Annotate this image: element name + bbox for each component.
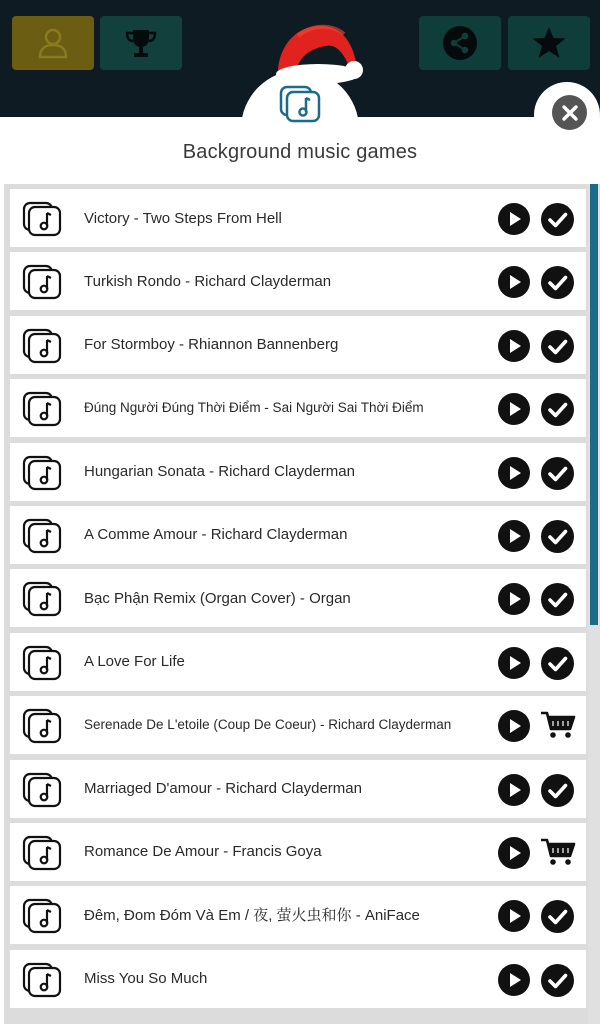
play-icon[interactable] [498, 520, 530, 552]
play-icon[interactable] [498, 457, 530, 489]
music-file-icon [22, 708, 62, 744]
music-file-icon [22, 898, 62, 934]
track-row[interactable] [10, 950, 586, 1008]
check-icon[interactable] [541, 266, 574, 299]
track-row[interactable] [10, 696, 586, 754]
play-icon[interactable] [498, 964, 530, 996]
favorite-button[interactable] [508, 16, 590, 70]
track-row[interactable] [10, 823, 586, 881]
check-icon[interactable] [541, 393, 574, 426]
music-file-icon [22, 328, 62, 364]
scrollbar-thumb[interactable] [590, 184, 598, 625]
track-row[interactable] [10, 886, 586, 944]
track-row[interactable] [10, 443, 586, 501]
music-file-icon [22, 645, 62, 681]
check-icon[interactable] [541, 330, 574, 363]
check-icon[interactable] [541, 583, 574, 616]
track-row[interactable] [10, 569, 586, 627]
track-title: Romance De Amour - Francis Goya [84, 843, 322, 861]
check-icon[interactable] [541, 774, 574, 807]
share-button[interactable] [419, 16, 501, 70]
track-title: Đúng Người Đúng Thời Điểm - Sai Người Sai Thời Điểm [84, 400, 424, 416]
cart-icon[interactable] [540, 710, 576, 740]
play-icon[interactable] [498, 583, 530, 615]
play-icon[interactable] [498, 203, 530, 235]
track-title: Miss You So Much [84, 970, 208, 988]
play-icon[interactable] [498, 710, 530, 742]
music-file-icon [22, 962, 62, 998]
check-icon[interactable] [541, 457, 574, 490]
track-list-items [10, 189, 586, 1013]
track-title: A Love For Life [84, 653, 185, 671]
star-icon [531, 26, 567, 60]
check-icon[interactable] [541, 647, 574, 680]
music-file-icon [22, 835, 62, 871]
track-row[interactable] [10, 379, 586, 437]
music-file-icon [22, 264, 62, 300]
play-icon[interactable] [498, 330, 530, 362]
play-icon[interactable] [498, 774, 530, 806]
track-title: Bạc Phận Remix (Organ Cover) - Organ [84, 589, 351, 607]
track-title: Đêm, Đom Đóm Và Em / 夜, 萤火虫和你 - AniFace [84, 906, 420, 924]
track-title: Hungarian Sonata - Richard Clayderman [84, 463, 355, 481]
music-file-icon [22, 455, 62, 491]
music-file-icon [22, 391, 62, 427]
share-icon [442, 25, 478, 61]
trophy-icon [124, 27, 158, 59]
check-icon[interactable] [541, 520, 574, 553]
leaderboard-button[interactable] [100, 16, 182, 70]
play-icon[interactable] [498, 837, 530, 869]
profile-button[interactable] [12, 16, 94, 70]
user-icon [36, 26, 70, 60]
music-file-icon [22, 201, 62, 237]
cart-icon[interactable] [540, 837, 576, 867]
close-button[interactable] [552, 95, 587, 130]
track-row[interactable] [10, 633, 586, 691]
track-row[interactable] [10, 316, 586, 374]
music-file-icon [22, 518, 62, 554]
music-folder-icon [279, 85, 321, 123]
track-title: Serenade De L'etoile (Coup De Coeur) - Richard Clayderman [84, 717, 452, 733]
track-row[interactable] [10, 252, 586, 310]
track-title: Turkish Rondo - Richard Clayderman [84, 272, 332, 290]
play-icon[interactable] [498, 393, 530, 425]
play-icon[interactable] [498, 647, 530, 679]
close-icon [561, 104, 579, 122]
track-title: A Comme Amour - Richard Clayderman [84, 526, 348, 544]
play-icon[interactable] [498, 266, 530, 298]
track-title: Victory - Two Steps From Hell [84, 209, 282, 227]
track-row[interactable] [10, 760, 586, 818]
music-file-icon [22, 772, 62, 808]
track-title: For Stormboy - Rhiannon Bannenberg [84, 336, 339, 354]
track-title: Marriaged D'amour - Richard Clayderman [84, 780, 362, 798]
play-icon[interactable] [498, 900, 530, 932]
check-icon[interactable] [541, 900, 574, 933]
track-row[interactable] [10, 189, 586, 247]
track-list[interactable] [4, 184, 600, 1024]
dialog-title: Background music games [182, 141, 418, 163]
music-file-icon [22, 581, 62, 617]
check-icon[interactable] [541, 964, 574, 997]
track-row[interactable] [10, 506, 586, 564]
check-icon[interactable] [541, 203, 574, 236]
